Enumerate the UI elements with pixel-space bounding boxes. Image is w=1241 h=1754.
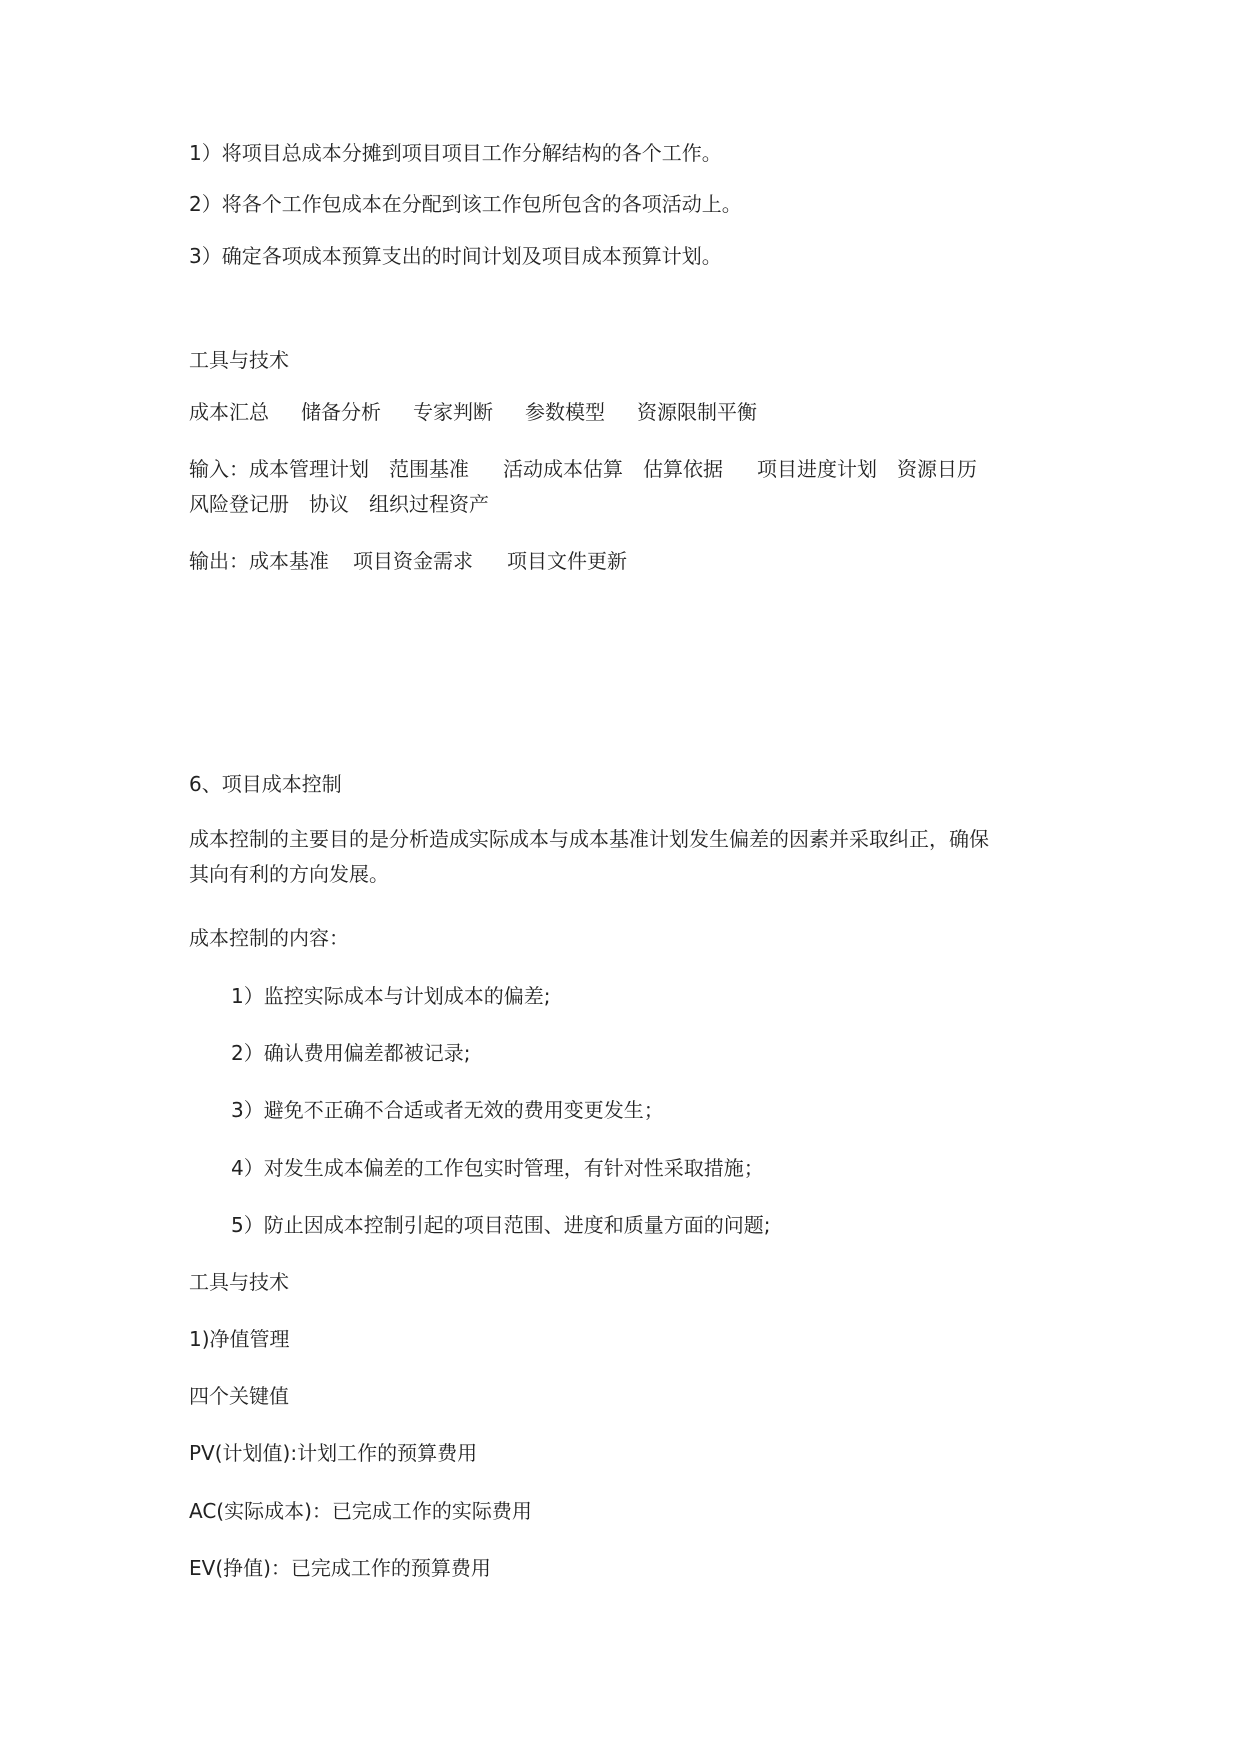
content-item-3: 3）避免不正确不合适或者无效的费用变更发生； (231, 1098, 664, 1122)
tool-item: 参数模型 (525, 400, 605, 424)
pv-definition: PV(计划值):计划工作的预算费用 (189, 1441, 478, 1465)
step-item-3: 3）确定各项成本预算支出的时间计划及项目成本预算计划。 (189, 244, 722, 268)
output-item: 成本基准 (249, 549, 329, 573)
tool-item: 专家判断 (413, 400, 493, 424)
inputs-line (189, 453, 1069, 485)
input-item: 项目进度计划 (757, 457, 877, 481)
content-item-2: 2）确认费用偏差都被记录; (231, 1041, 471, 1065)
input-item: 活动成本估算 (503, 457, 623, 481)
ev-definition: EV(挣值)：已完成工作的预算费用 (189, 1556, 491, 1580)
outputs-label: 输出： (189, 549, 249, 573)
content-item-5: 5）防止因成本控制引起的项目范围、进度和质量方面的问题; (231, 1213, 771, 1237)
input-item: 风险登记册 (189, 492, 289, 516)
content-item-4: 4）对发生成本偏差的工作包实时管理，有针对性采取措施； (231, 1156, 764, 1180)
tool-item: 成本汇总 (189, 400, 269, 424)
content-heading: 成本控制的内容： (189, 926, 349, 950)
tools-heading-2: 工具与技术 (189, 1270, 289, 1294)
input-item: 范围基准 (389, 457, 469, 481)
content-item-1: 1）监控实际成本与计划成本的偏差; (231, 984, 551, 1008)
step-item-2: 2）将各个工作包成本在分配到该工作包所包含的各项活动上。 (189, 192, 742, 216)
input-item: 成本管理计划 (249, 457, 369, 481)
intro-paragraph-line-1: 成本控制的主要目的是分析造成实际成本与成本基准计划发生偏差的因素并采取纠正，确保 (189, 827, 989, 851)
tool-earned-value: 1)净值管理 (189, 1327, 290, 1351)
input-item: 资源日历 (897, 457, 977, 481)
key-values-heading: 四个关键值 (189, 1384, 289, 1408)
intro-paragraph-line-2: 其向有利的方向发展。 (189, 862, 389, 886)
inputs-line-2 (189, 488, 1069, 520)
output-item: 项目文件更新 (507, 549, 627, 573)
tools-heading: 工具与技术 (189, 348, 289, 372)
input-item: 组织过程资产 (369, 492, 489, 516)
tool-item: 储备分析 (301, 400, 381, 424)
section-heading: 6、项目成本控制 (189, 772, 342, 796)
input-item: 估算依据 (643, 457, 723, 481)
outputs-line (189, 545, 1069, 577)
input-item: 协议 (309, 492, 349, 516)
step-item-1: 1）将项目总成本分摊到项目项目工作分解结构的各个工作。 (189, 141, 722, 165)
output-item: 项目资金需求 (353, 549, 473, 573)
ac-definition: AC(实际成本)：已完成工作的实际费用 (189, 1499, 532, 1523)
tool-item: 资源限制平衡 (637, 400, 757, 424)
tools-list (189, 396, 1069, 428)
inputs-label: 输入： (189, 457, 249, 481)
